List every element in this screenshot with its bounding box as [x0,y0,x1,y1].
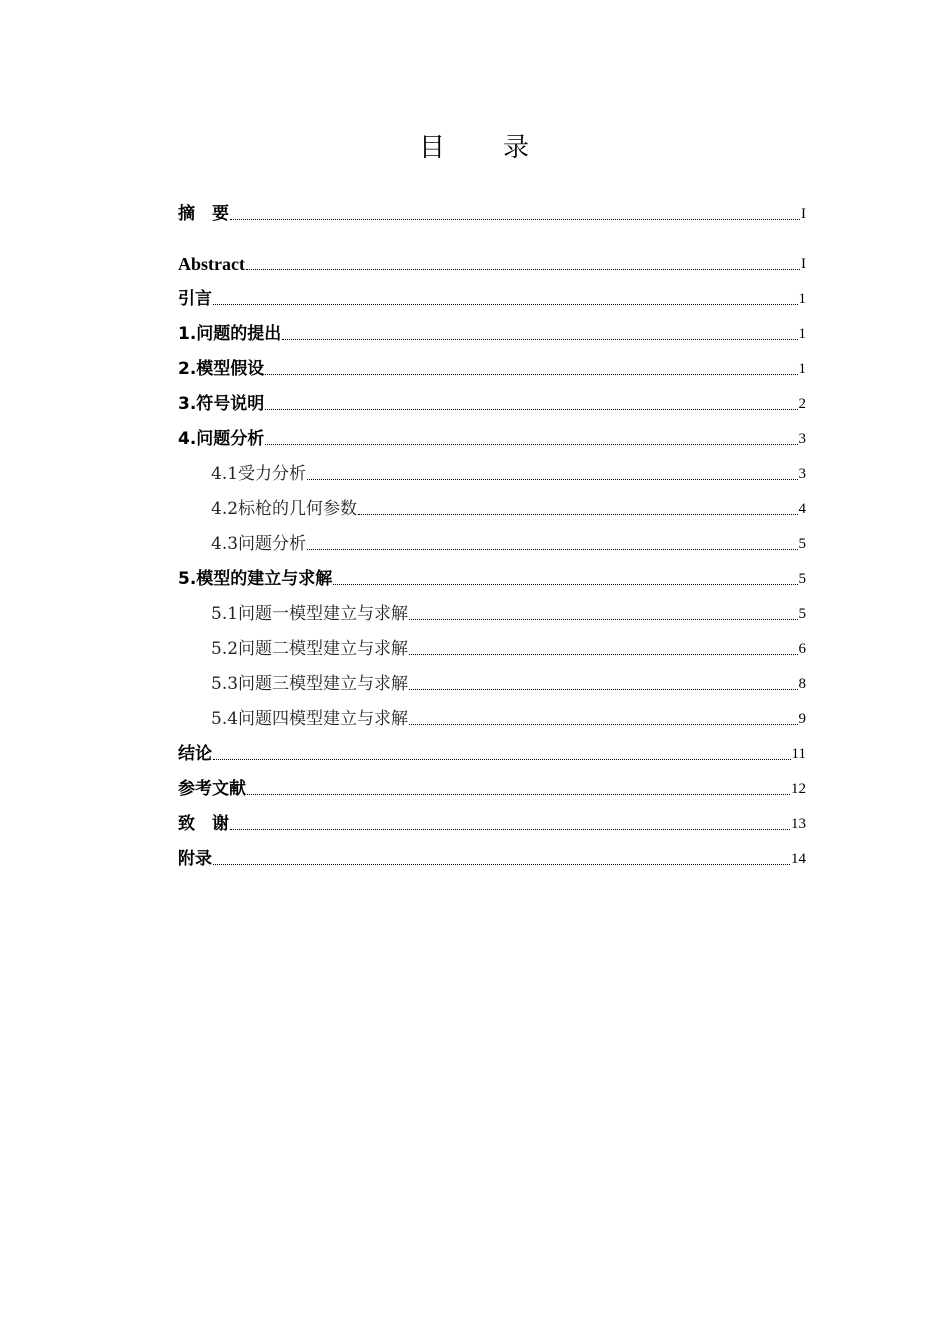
toc-entry-section-2[interactable] [178,354,806,380]
toc-dot-leader [358,514,797,515]
toc-entry-section-5-1[interactable] [211,599,806,625]
toc-entry-introduction[interactable] [178,284,806,310]
toc-dot-leader [307,549,797,550]
toc-page-number: 12 [791,781,806,797]
toc-entry-appendix[interactable] [178,844,806,870]
toc-dot-leader [409,654,797,655]
toc-entry-label: 摘 要 [178,204,229,224]
toc-dot-leader [213,759,791,760]
toc-entry-label: 5.模型的建立与求解 [178,569,333,589]
toc-page-number: 11 [791,746,806,762]
toc-page-number: 5 [798,606,806,622]
toc-entry-label: Abstract [178,254,245,274]
toc-page-number: 1 [798,291,806,307]
toc-entry-label: 致 谢 [178,814,229,834]
toc-entry-section-4-2[interactable] [211,494,806,520]
toc-entry-section-4[interactable] [178,424,806,450]
toc-dot-leader [265,409,797,410]
toc-dot-leader [265,374,797,375]
toc-page-number: I [801,206,806,222]
toc-entry-label: 5.3问题三模型建立与求解 [211,674,409,694]
toc-entry-abstract-cn[interactable] [178,199,806,225]
toc-dot-leader [333,584,797,585]
toc-page-number: 13 [791,816,806,832]
toc-page-number: I [801,256,806,272]
toc-dot-leader [230,219,800,220]
toc-dot-leader [230,829,790,830]
toc-dot-leader [246,269,800,270]
toc-page-number: 4 [798,501,806,517]
toc-entry-label: 4.3问题分析 [211,534,307,554]
toc-entry-section-5-2[interactable] [211,634,806,660]
toc-entry-label: 1.问题的提出 [178,324,282,344]
page-title: 目 录 [418,133,531,163]
toc-entry-label: 4.问题分析 [178,429,265,449]
toc-entry-label: 引言 [178,289,212,309]
toc-entry-label: 参考文献 [178,779,246,799]
toc-dot-leader [307,479,797,480]
toc-dot-leader [409,619,797,620]
toc-page-number: 9 [798,711,806,727]
toc-entry-references[interactable] [178,774,806,800]
toc-page-number: 6 [798,641,806,657]
toc-dot-leader [409,724,797,725]
toc-page-number: 2 [798,396,806,412]
toc-entry-label: 5.4问题四模型建立与求解 [211,709,409,729]
toc-entry-section-5[interactable] [178,564,806,590]
toc-entry-conclusion[interactable] [178,739,806,765]
toc-entry-label: 4.2标枪的几何参数 [211,499,358,519]
toc-page-number: 3 [798,431,806,447]
toc-entry-label: 结论 [178,744,212,764]
toc-page-number: 3 [798,466,806,482]
toc-entry-section-3[interactable] [178,389,806,415]
toc-page-number: 8 [798,676,806,692]
toc-entry-section-4-3[interactable] [211,529,806,555]
toc-entry-label: 5.1问题一模型建立与求解 [211,604,409,624]
toc-dot-leader [247,794,790,795]
toc-entry-label: 4.1受力分析 [211,464,307,484]
toc-entry-label: 附录 [178,849,212,869]
toc-dot-leader [213,864,790,865]
toc-entry-acknowledgements[interactable] [178,809,806,835]
toc-entry-label: 2.模型假设 [178,359,265,379]
toc-dot-leader [265,444,797,445]
toc-page-number: 1 [798,326,806,342]
toc-page-number: 1 [798,361,806,377]
toc-entry-section-1[interactable] [178,319,806,345]
toc-dot-leader [213,304,798,305]
toc-dot-leader [409,689,797,690]
toc-page-number: 14 [791,851,806,867]
toc-entry-section-4-1[interactable] [211,459,806,485]
toc-dot-leader [282,339,797,340]
toc-page-number: 5 [798,571,806,587]
toc-entry-section-5-4[interactable] [211,704,806,730]
toc-entry-abstract-en[interactable] [178,249,806,275]
toc-entry-section-5-3[interactable] [211,669,806,695]
toc-page-number: 5 [798,536,806,552]
toc-entry-label: 3.符号说明 [178,394,265,414]
toc-entry-label: 5.2问题二模型建立与求解 [211,639,409,659]
